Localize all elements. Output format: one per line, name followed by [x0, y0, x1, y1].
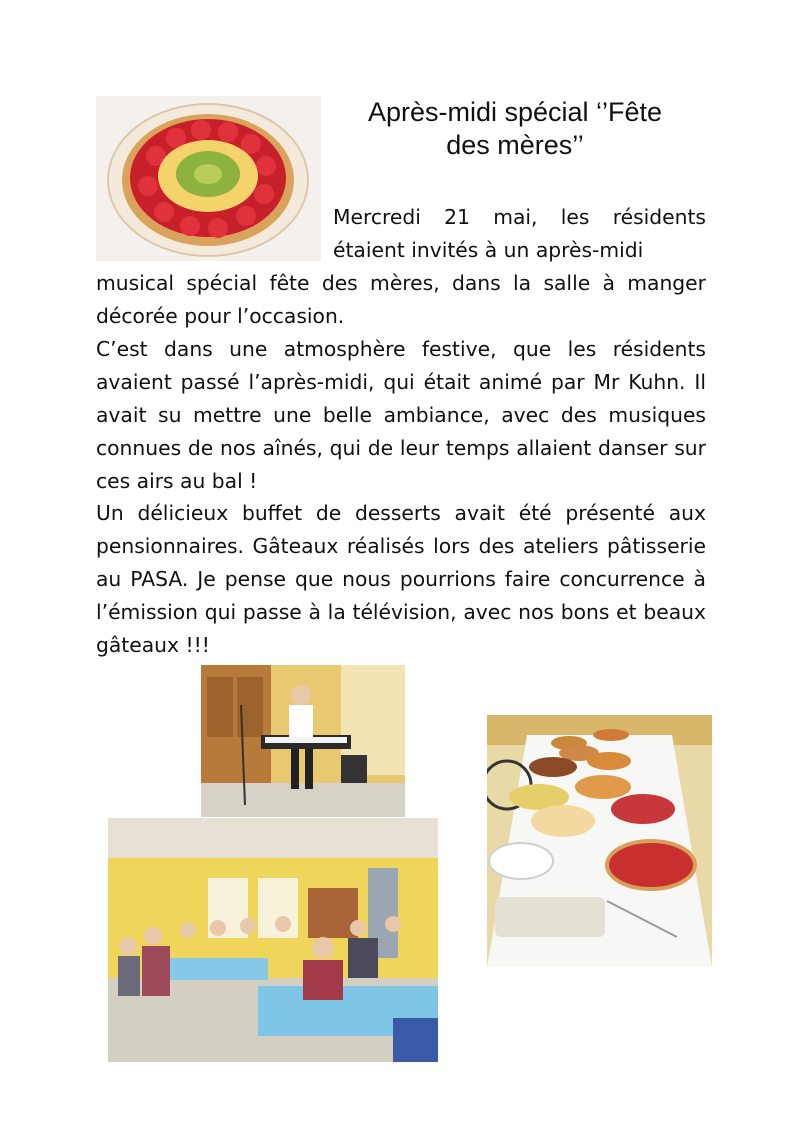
musician-photo — [201, 665, 405, 817]
intro-text: Mercredi 21 mai, les résidents étaient invités à un après-midi — [333, 205, 706, 262]
dining-room-photo — [108, 818, 438, 1062]
article-title — [330, 96, 700, 162]
fruit-tart-photo — [96, 96, 321, 261]
dessert-buffet-photo — [487, 715, 712, 967]
paragraph-2: C’est dans une atmosphère festive, que les résidents avaient passé l’après-midi, qui était animé par Mr Kuhn. Il avait su mettre une belle ambiance, avec des musiques connues de nos aînés, qui de leur temps allaient danser sur ces airs au bal ! — [96, 337, 706, 493]
paragraph-3: Un délicieux buffet de desserts avait été présenté aux pensionnaires. Gâteaux réalisés lors des ateliers pâtisserie au PASA. Je pense que nous pourrions faire concurrence à l’émission qui passe à la télévision, avec nos bons et beaux gâteaux !!! — [96, 501, 706, 657]
title-line-2: des mères’’ — [446, 130, 584, 160]
title-line-1: Après-midi spécial ‘’Fête — [367, 97, 663, 127]
paragraph-1: musical spécial fête des mères, dans la salle à manger décorée pour l’occasion. — [96, 271, 706, 328]
